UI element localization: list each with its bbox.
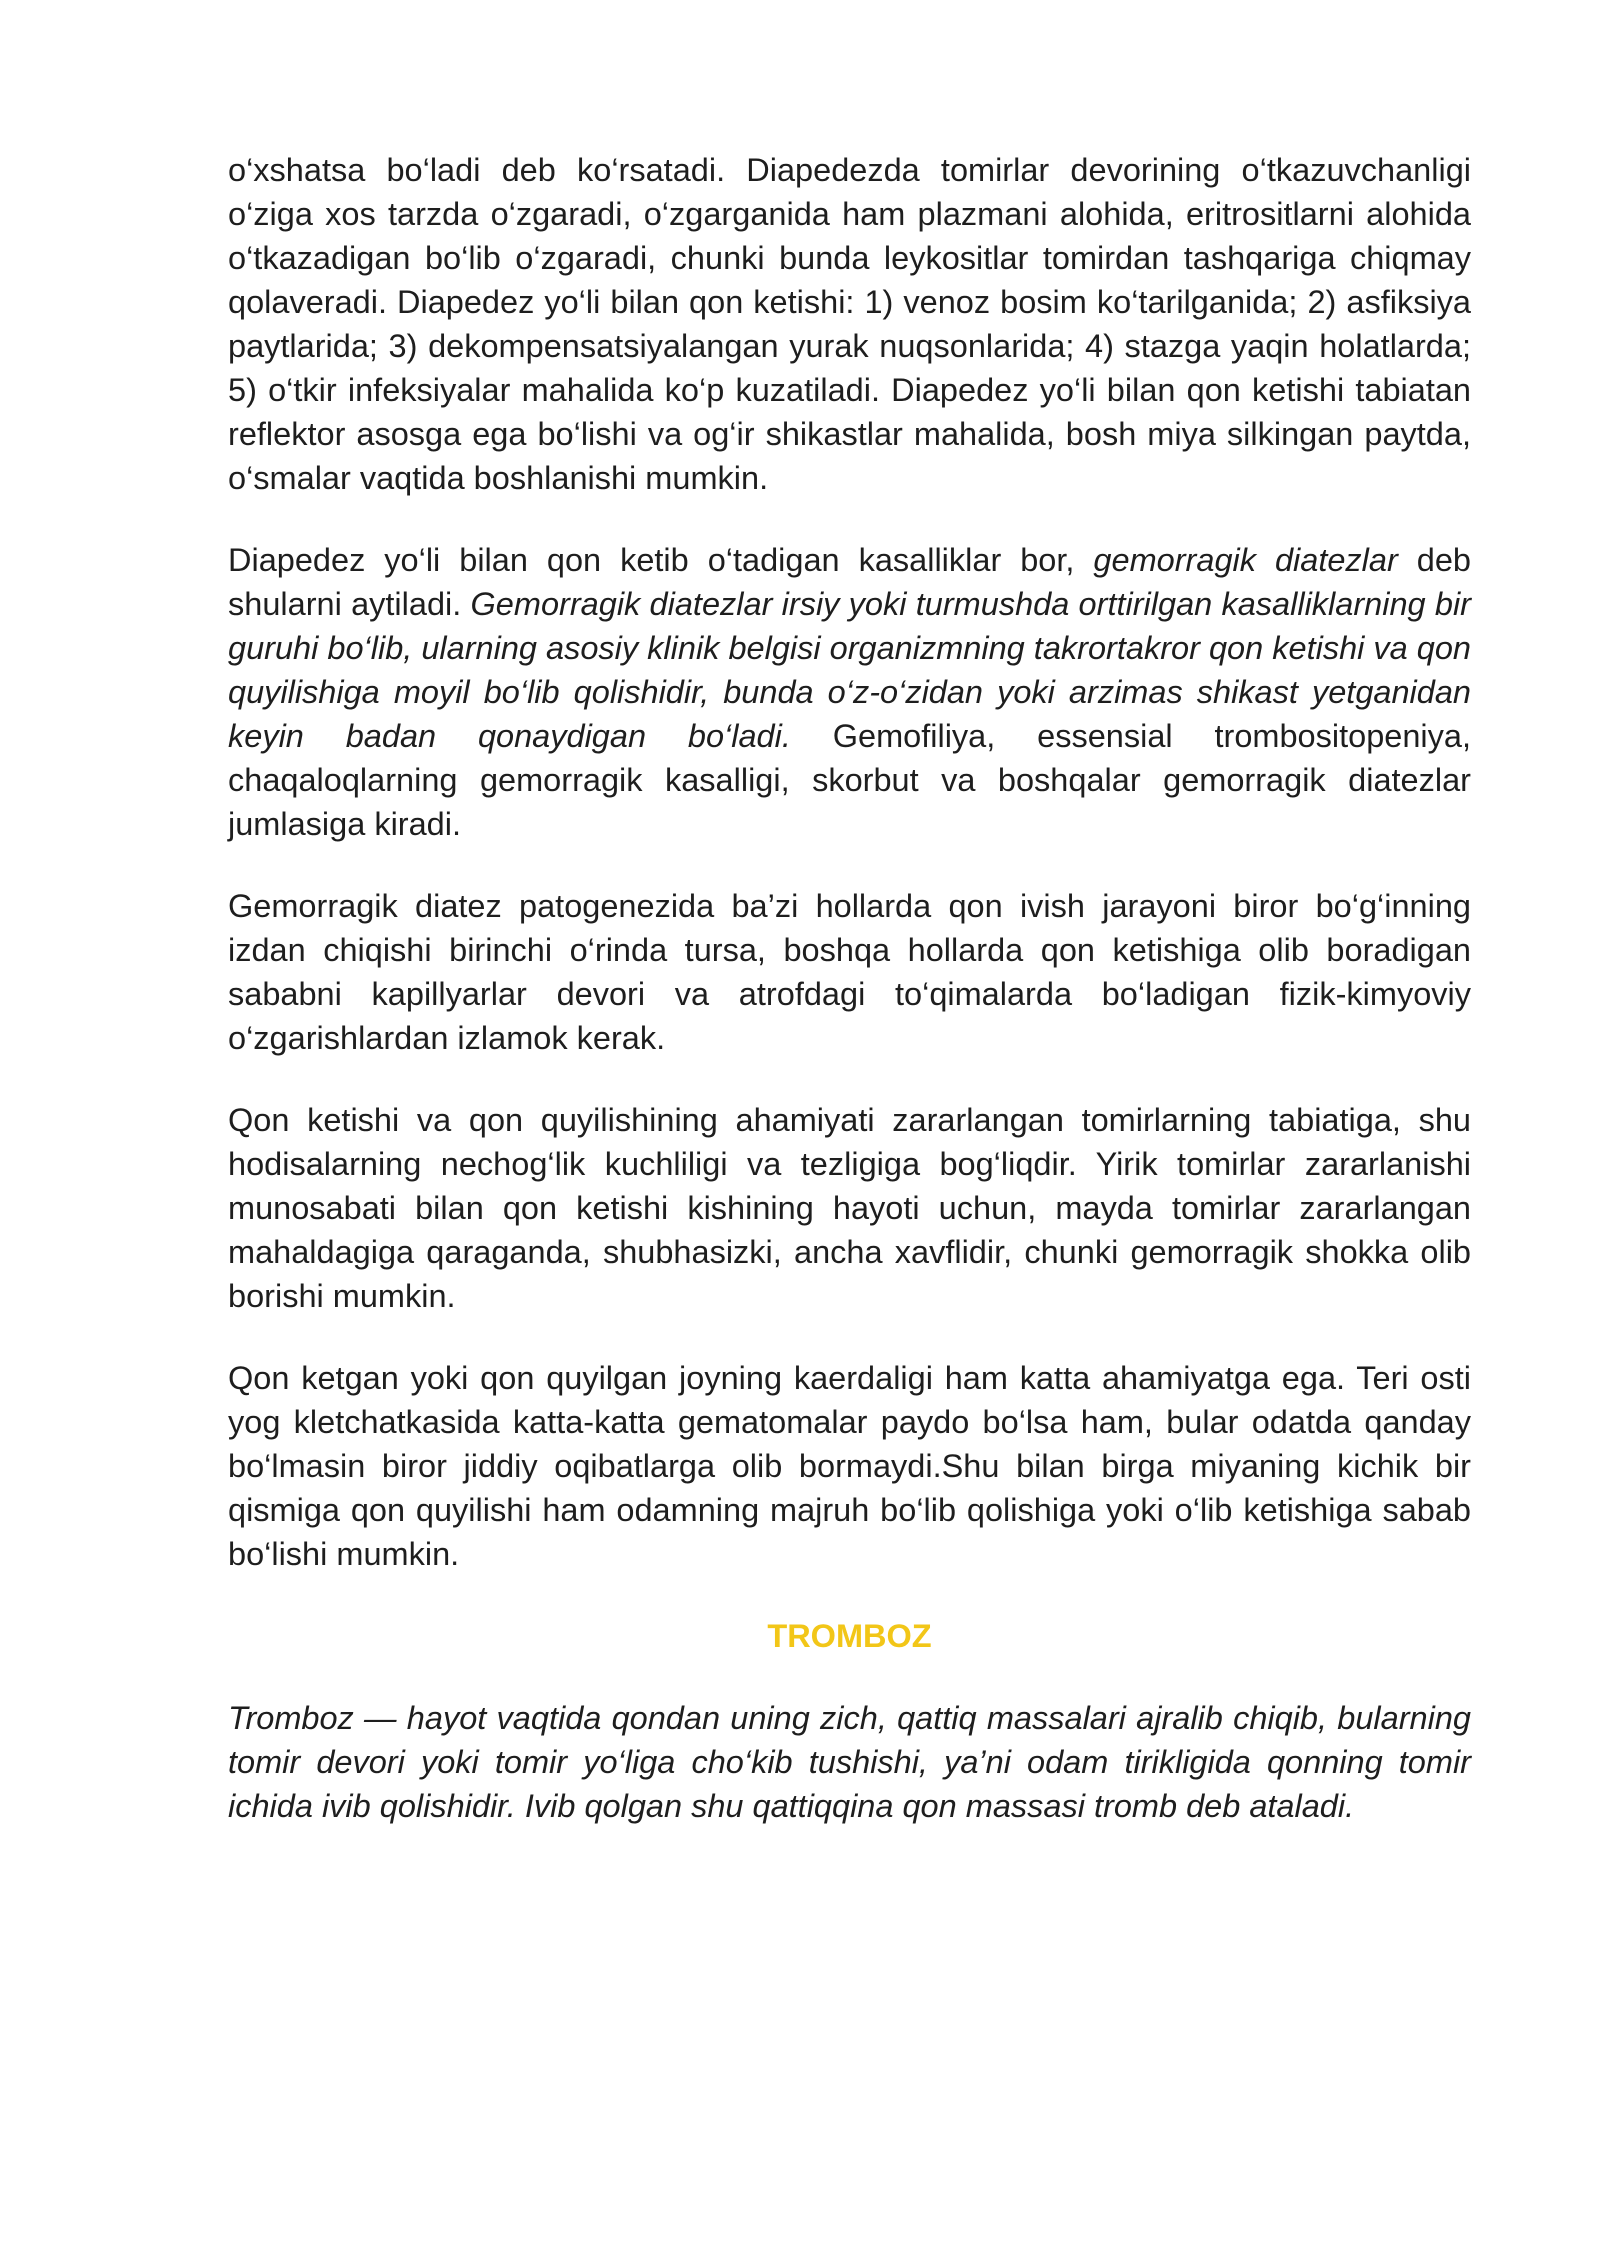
- paragraph-location: Qon ketgan yoki qon quyilgan joyning kaerdaligi ham katta ahamiyatga ega. Teri osti yog kletchatkasida katta-katta gematomalar paydo bo‘lsa ham, bular odatda qanday bo‘lmasin biror jiddiy oqibatlarga olib bormaydi.Shu bilan birga miyaning kichik bir qismiga qon quyilishi ham odamning majruh bo‘lib qolishiga yoki o‘lib ketishiga sabab bo‘lishi mumkin.: [228, 1360, 1471, 1572]
- paragraph-diapedez-intro: o‘xshatsa bo‘ladi deb ko‘rsatadi. Diapedezda tomirlar devorining o‘tkazuvchanligi o‘ziga xos tarzda o‘zgaradi, o‘zgarganida ham plazmani alohida, eritrositlarni alohida o‘tkazadigan bo‘lib o‘zgaradi, chunki bunda leykositlar tomirdan tashqariga chiqmay qolaveradi. Diapedez yo‘li bilan qon ketishi: 1) venoz bosim ko‘tarilganida; 2) asfiksiya paytlarida; 3) dekompensatsiyalangan yurak nuqsonlarida; 4) stazga yaqin holatlarda; 5) o‘tkir infeksiyalar mahalida ko‘p kuzatiladi. Diapedez yo‘li bilan qon ketishi tabiatan reflektor asosga ega bo‘lishi va og‘ir shikastlar mahalida, bosh miya silkingan paytda, o‘smalar vaqtida boshlanishi mumkin.: [228, 152, 1471, 496]
- document-page: [228, 148, 1471, 1866]
- italic-term: gemorragik diatezlar: [1093, 542, 1398, 578]
- paragraph-text: deb shularni aytiladi.: [228, 542, 1472, 622]
- paragraph-significance: Qon ketishi va qon quyilishining ahamiyati zararlangan tomirlarning tabiatiga, shu hodisalarning nechog‘lik kuchliligi va tezligiga bog‘liqdir. Yirik tomirlar zararlanishi munosabati bilan qon ketishi kishining hayoti uchun, mayda tomirlar zararlangan mahaldagiga qaraganda, shubhasizki, ancha xavflidir, chunki gemorragik shokka olib borishi mumkin.: [228, 1102, 1471, 1314]
- section-heading: TROMBOZ: [767, 1618, 932, 1654]
- paragraph-hemorrhagic-diathesis: [228, 538, 1471, 846]
- paragraph-text: Diapedez yo‘li bilan qon ketib o‘tadigan kasalliklar bor,: [228, 542, 1094, 578]
- italic-definition: Gemorragik diatezlar irsiy yoki turmushda orttirilgan kasalliklarning bir guruhi bo‘lib, ularning asosiy klinik belgisi organizmning takrortakror qon ketishi va qon quyilishiga moyil bo‘lib qolishidir, bunda o‘z-o‘zidan yoki arzimas shikast yetganidan keyin badan qonaydigan bo‘ladi.: [228, 586, 1471, 754]
- paragraph-thrombosis-definition: Tromboz — hayot vaqtida qondan uning zich, qattiq massalari ajralib chiqib, bularning tomir devori yoki tomir yo‘liga cho‘kib tushishi, ya’ni odam tirikligida qonning tomir ichida ivib qolishidir. Ivib qolgan shu qattiqqina qon massasi tromb deb ataladi.: [228, 1700, 1471, 1824]
- paragraph-text: Gemofiliya, essensial trombositopeniya, chaqaloqlarning gemorragik kasalligi, skorbut va boshqalar gemorragik diatezlar jumlasiga kiradi.: [228, 718, 1471, 842]
- paragraph-pathogenesis: Gemorragik diatez patogenezida ba’zi hollarda qon ivish jarayoni biror bo‘g‘inning izdan chiqishi birinchi o‘rinda tursa, boshqa hollarda qon ketishiga olib boradigan sababni kapillyarlar devori va atrofdagi to‘qimalarda bo‘ladigan fizik-kimyoviy o‘zgarishlardan izlamok kerak.: [228, 888, 1471, 1056]
